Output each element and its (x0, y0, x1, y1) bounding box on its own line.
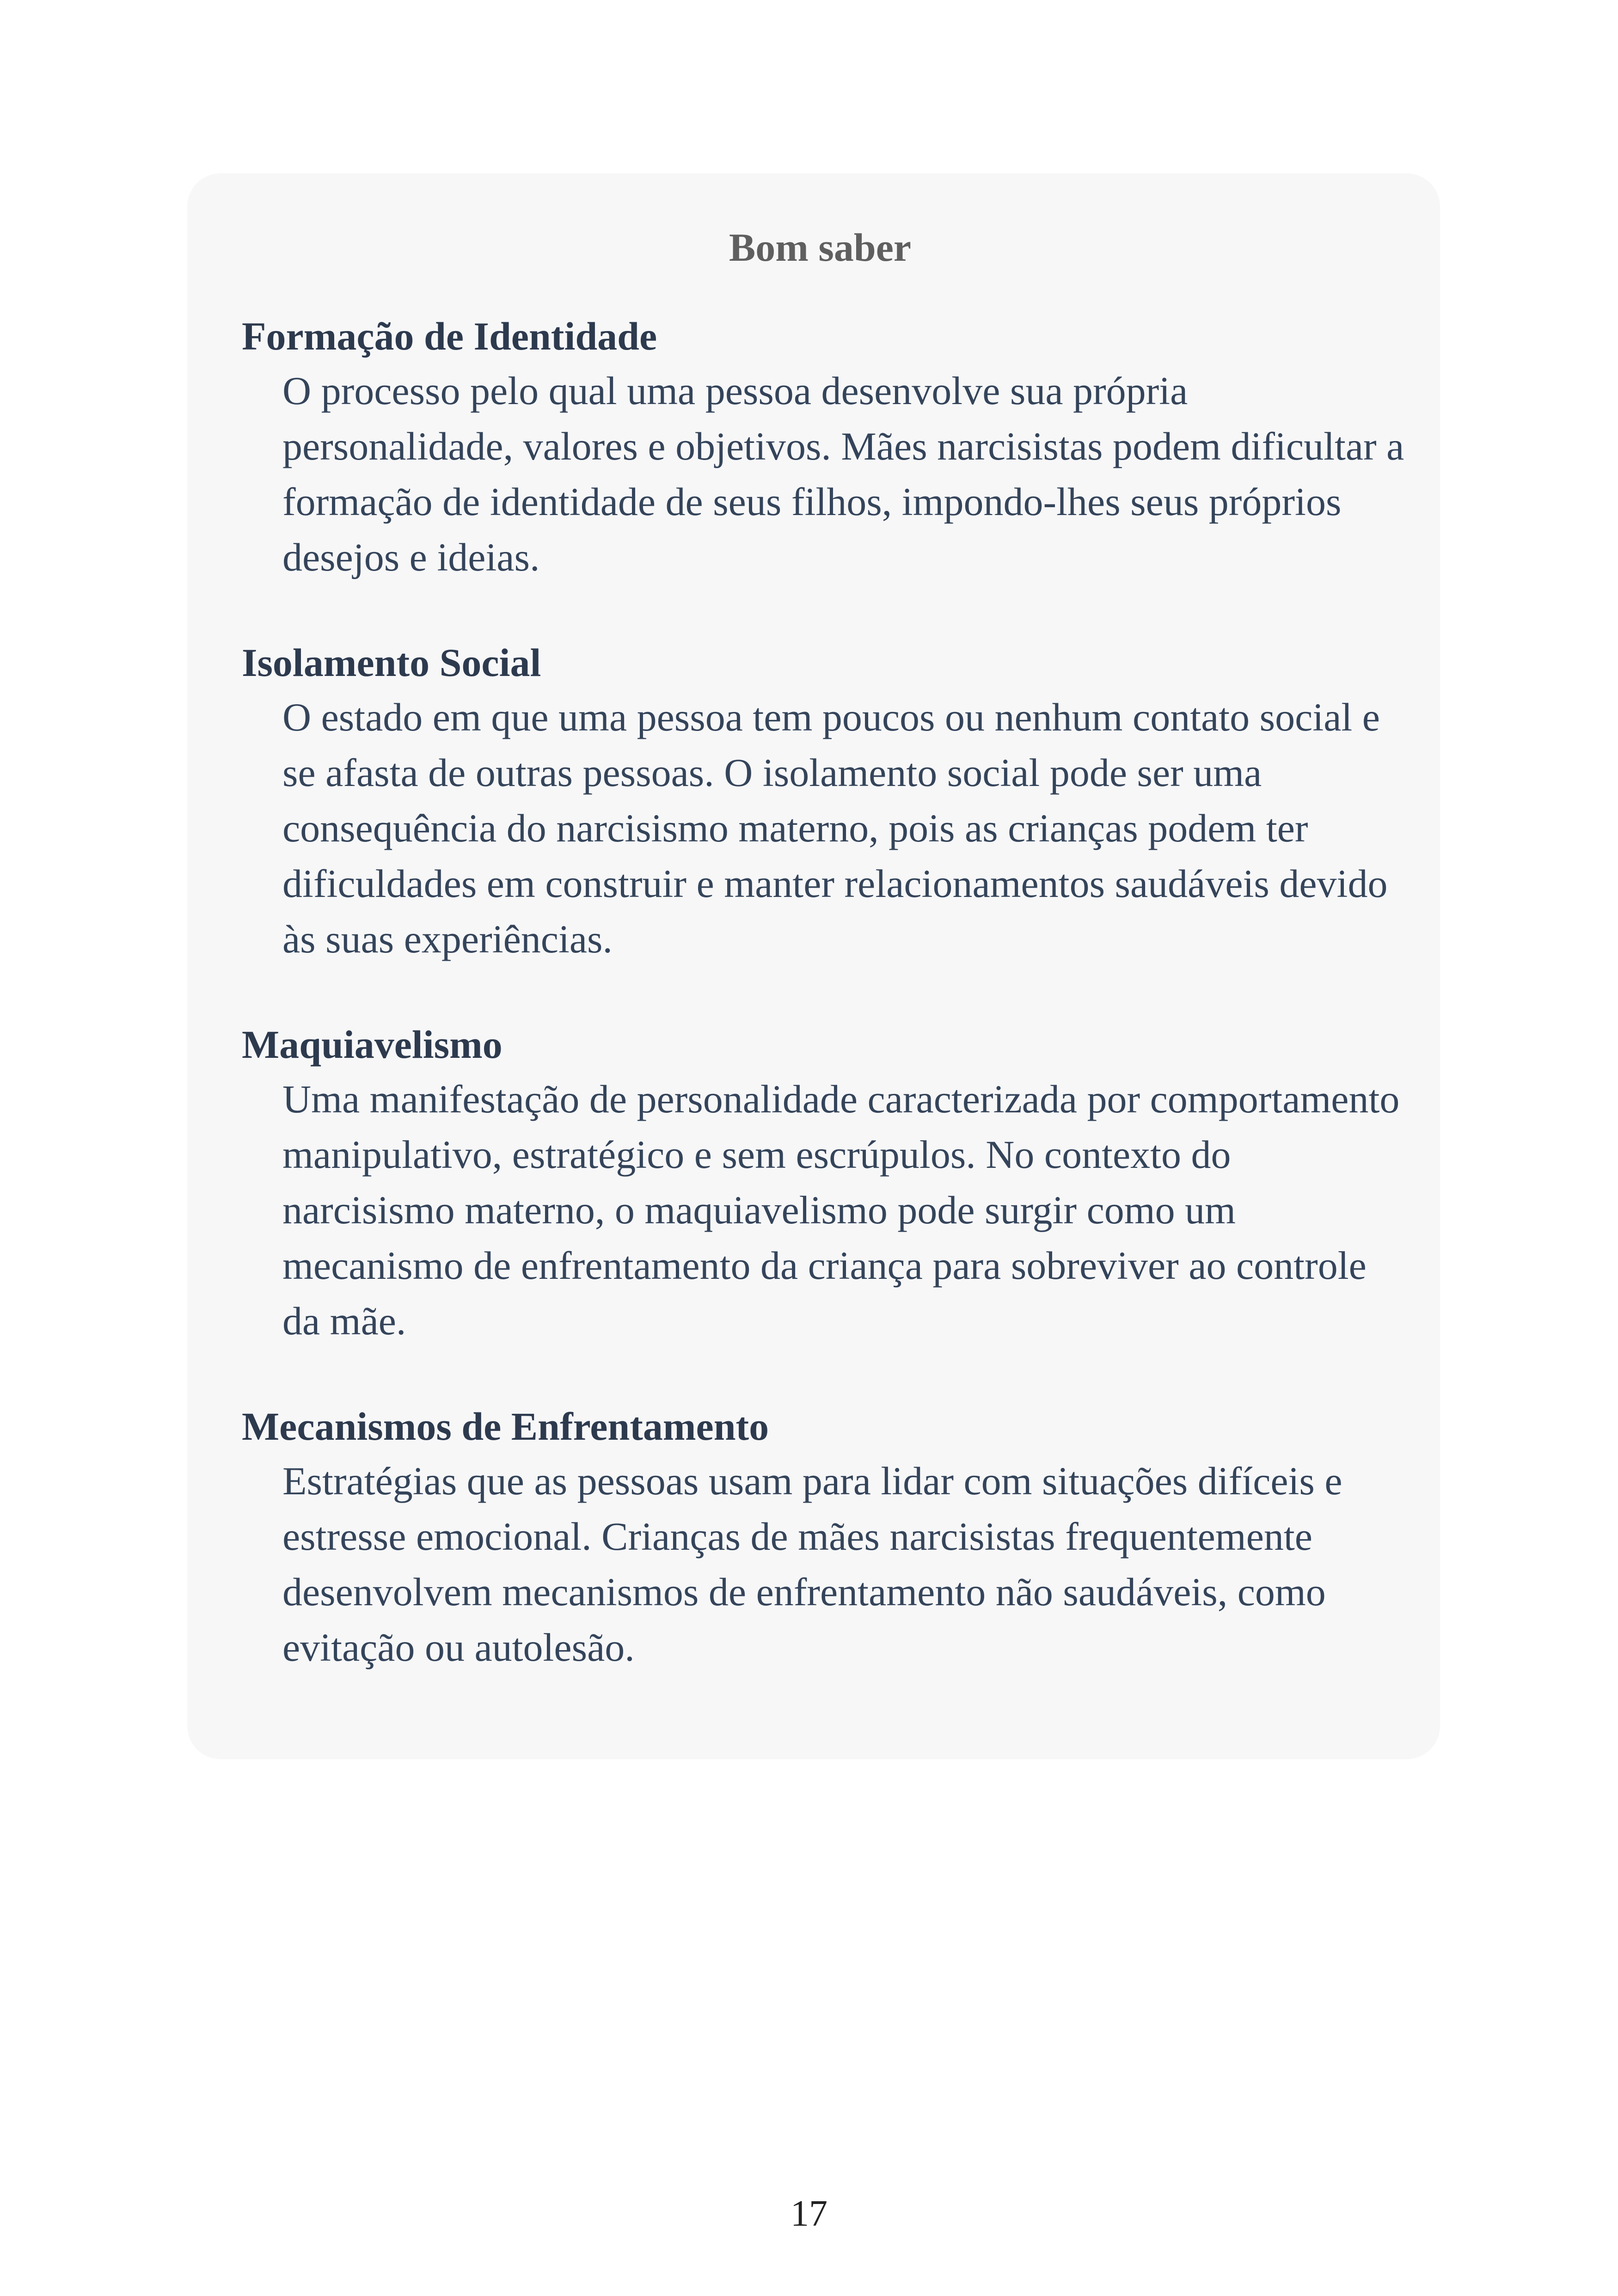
glossary-term-formacao-de-identidade (242, 313, 1404, 585)
page-number: 17 (791, 2193, 827, 2234)
term-name: Formação de Identidade (242, 314, 657, 358)
term-name: Mecanismos de Enfrentamento (242, 1404, 769, 1449)
term-definition: Estratégias que as pessoas usam para lidar com situações difíceis e estresse emocional. Crianças de mães narcisistas frequentemente desenvolvem mecanismos de enfrentamento não saudáveis, como evitação ou autolesão. (282, 1459, 1342, 1670)
term-definition: O processo pelo qual uma pessoa desenvolve sua própria personalidade, valores e objetivos. Mães narcisistas podem dificultar a formação de identidade de seus filhos, impondo-lhes seus próprios desejos e ideias. (282, 368, 1404, 579)
glossary-term-isolamento-social (242, 639, 1388, 967)
term-definition: Uma manifestação de personalidade caracterizada por comportamento manipulativo, estratégico e sem escrúpulos. No contexto do narcisismo materno, o maquiavelismo pode surgir como um mecanismo de enfrentamento da criança para sobreviver ao controle da mãe. (282, 1077, 1400, 1343)
term-name: Maquiavelismo (242, 1022, 503, 1067)
term-name: Isolamento Social (242, 640, 541, 685)
good-to-know-box (187, 173, 1440, 1759)
term-definition: O estado em que uma pessoa tem poucos ou nenhum contato social e se afasta de outras pessoas. O isolamento social pode ser uma consequência do narcisismo materno, pois as crianças podem ter dificuldades em construir e manter relacionamentos saudáveis devido às suas experiências. (282, 695, 1388, 961)
glossary-term-mecanismos-de-enfrentamento (242, 1403, 1385, 1675)
glossary-term-maquiavelismo (242, 1021, 1400, 1349)
box-title: Bom saber (729, 225, 912, 270)
